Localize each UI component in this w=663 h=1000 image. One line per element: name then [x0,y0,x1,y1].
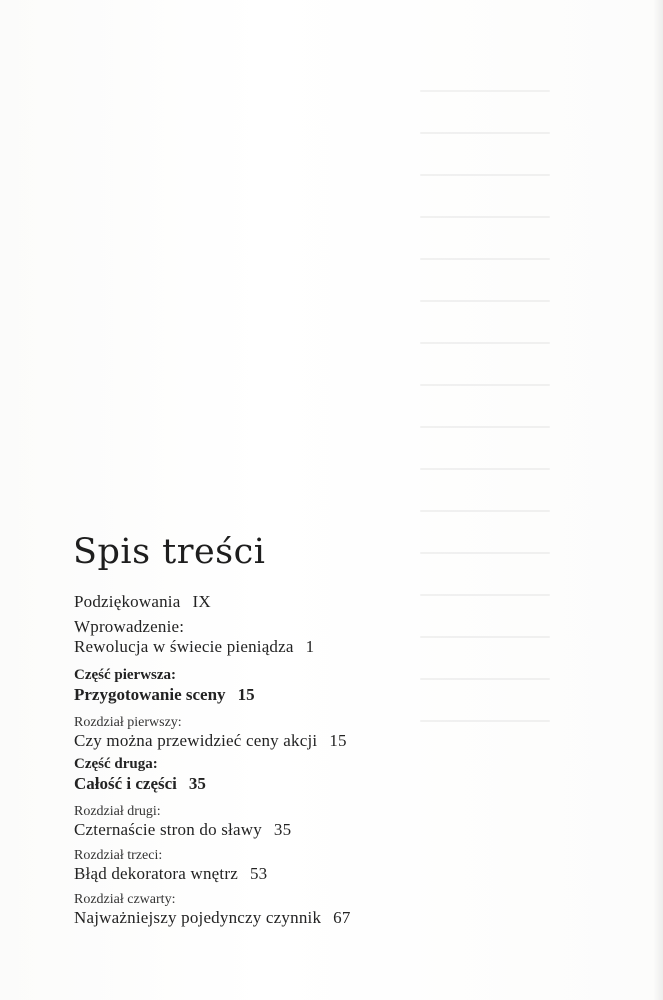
toc-chapter-line [74,908,634,928]
toc-entry-line [74,592,634,612]
toc-chapter-title: Czy można przewidzieć ceny akcji [74,731,318,750]
toc-page-number: 35 [273,820,292,839]
toc-chapter-line [74,864,634,884]
toc-page-number: 53 [249,864,268,883]
toc-entry-title: Podziękowania [74,592,181,611]
toc-page-number: 15 [237,685,255,704]
toc-chapter-title: Czternaście stron do sławy [74,820,262,839]
toc-chapter-label: Rozdział czwarty: [74,892,176,907]
toc-chapter-label: Rozdział pierwszy: [74,715,182,730]
toc-chapter-title: Najważniejszy pojedynczy czynnik [74,908,322,927]
toc-part-label: Część pierwsza: [74,667,177,683]
toc-chapter-title: Błąd dekoratora wnętrz [74,864,238,883]
toc-chapter-line [74,820,634,840]
toc-chapter-4 [74,892,634,928]
table-of-contents [74,592,634,928]
toc-page-number: 15 [329,731,347,750]
page-edge-shadow [653,0,663,1000]
toc-part-title: Przygotowanie sceny [74,685,226,704]
toc-chapter-2 [74,804,634,840]
toc-page-number: 67 [333,908,351,927]
toc-entry-line [74,637,634,657]
toc-chapter-1 [74,715,634,751]
toc-page-number: IX [192,592,211,611]
toc-chapter-3 [74,848,634,884]
toc-part-line [74,773,634,795]
toc-chapter-line [74,731,634,751]
page-title: Spis treści [73,532,266,572]
toc-entry-podziekowania [74,592,634,612]
toc-chapter-label: Rozdział trzeci: [74,848,163,863]
toc-part-2 [74,755,634,795]
toc-part-title: Całość i części [74,774,177,793]
toc-page-number: 1 [305,637,315,656]
toc-part-label: Część druga: [74,756,158,772]
toc-entry-wprowadzenie [74,617,634,657]
toc-page-number: 35 [188,774,206,793]
toc-chapter-label: Rozdział drugi: [74,804,161,819]
toc-entry-label: Wprowadzenie: [74,617,185,636]
toc-entry-title: Rewolucja w świecie pieniądza [74,637,294,656]
toc-part-line [74,684,634,706]
toc-part-1 [74,666,634,706]
